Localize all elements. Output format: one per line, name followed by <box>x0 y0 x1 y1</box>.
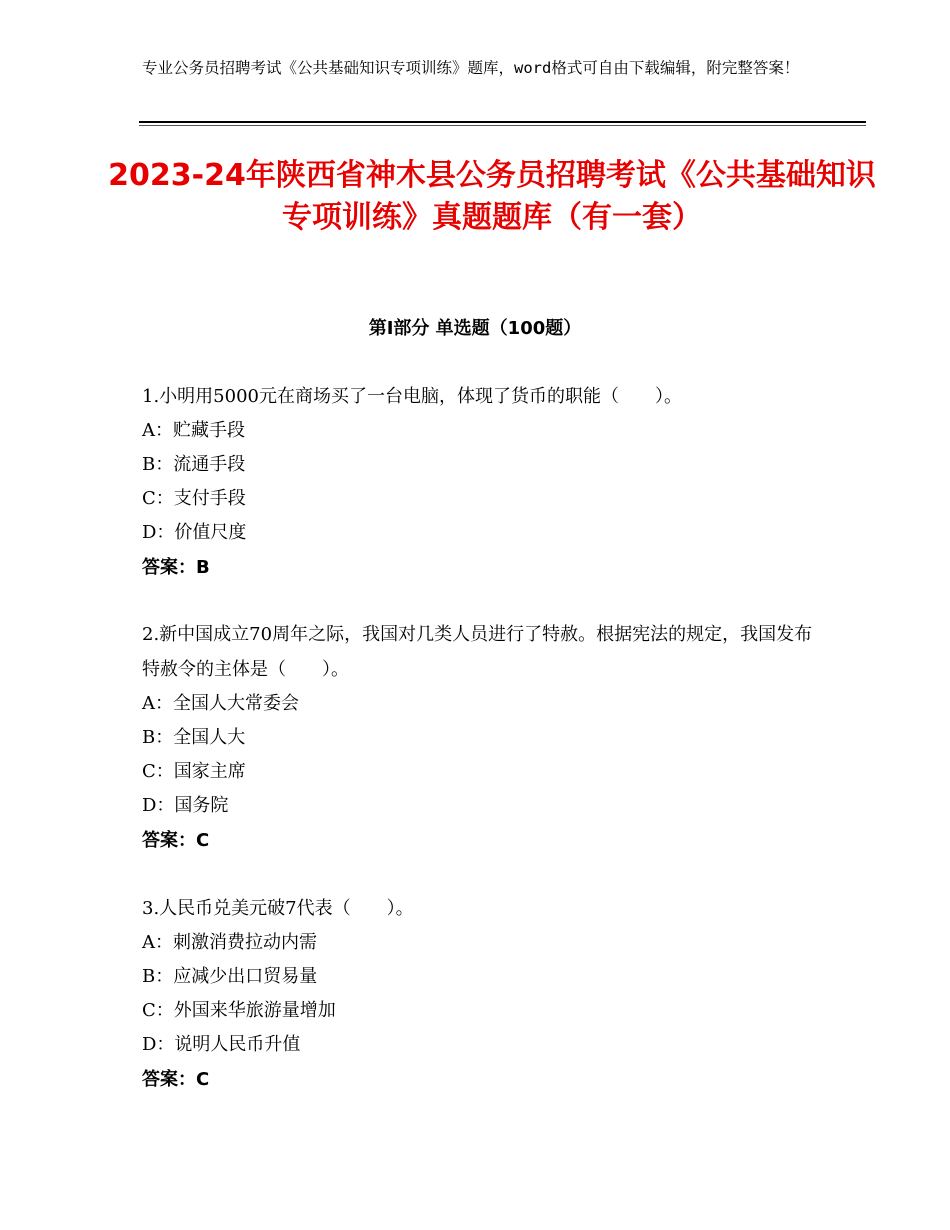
option-d: D：国务院 <box>142 795 229 816</box>
option-a: A：刺激消费拉动内需 <box>142 932 317 953</box>
header-rule-thin <box>139 125 866 126</box>
option-c: C：国家主席 <box>142 761 246 782</box>
question-stem: 3.人民币兑美元破7代表（ ）。 <box>142 898 414 919</box>
question-3 <box>142 891 822 1098</box>
option-a: A：贮藏手段 <box>142 420 245 441</box>
question-stem: 2.新中国成立70周年之际，我国对几类人员进行了特赦。根据宪法的规定，我国发布特赦令的主体是（ ）。 <box>142 624 813 680</box>
option-a: A：全国人大常委会 <box>142 693 299 714</box>
header-note: 专业公务员招聘考试《公共基础知识专项训练》题库，word格式可自由下载编辑，附完整答案！ <box>142 59 800 77</box>
section-heading: 第Ⅰ部分 单选题（100题） <box>368 318 582 339</box>
option-b: B：全国人大 <box>142 727 246 748</box>
option-b: B：流通手段 <box>142 454 246 475</box>
question-stem: 1.小明用5000元在商场买了一台电脑，体现了货币的职能（ ）。 <box>142 386 682 407</box>
option-d: D：说明人民币升值 <box>142 1034 301 1055</box>
document-title: 2023-24年陕西省神木县公务员招聘考试《公共基础知识专项训练》真题题库（有一套） <box>108 158 876 235</box>
answer: 答案：B <box>142 557 210 578</box>
question-2 <box>142 617 822 859</box>
answer: 答案：C <box>142 830 210 851</box>
header-rule <box>139 121 866 123</box>
question-1 <box>142 379 822 586</box>
option-b: B：应减少出口贸易量 <box>142 966 318 987</box>
option-d: D：价值尺度 <box>142 522 247 543</box>
answer: 答案：C <box>142 1069 210 1090</box>
option-c: C：外国来华旅游量增加 <box>142 1000 336 1021</box>
option-c: C：支付手段 <box>142 488 246 509</box>
